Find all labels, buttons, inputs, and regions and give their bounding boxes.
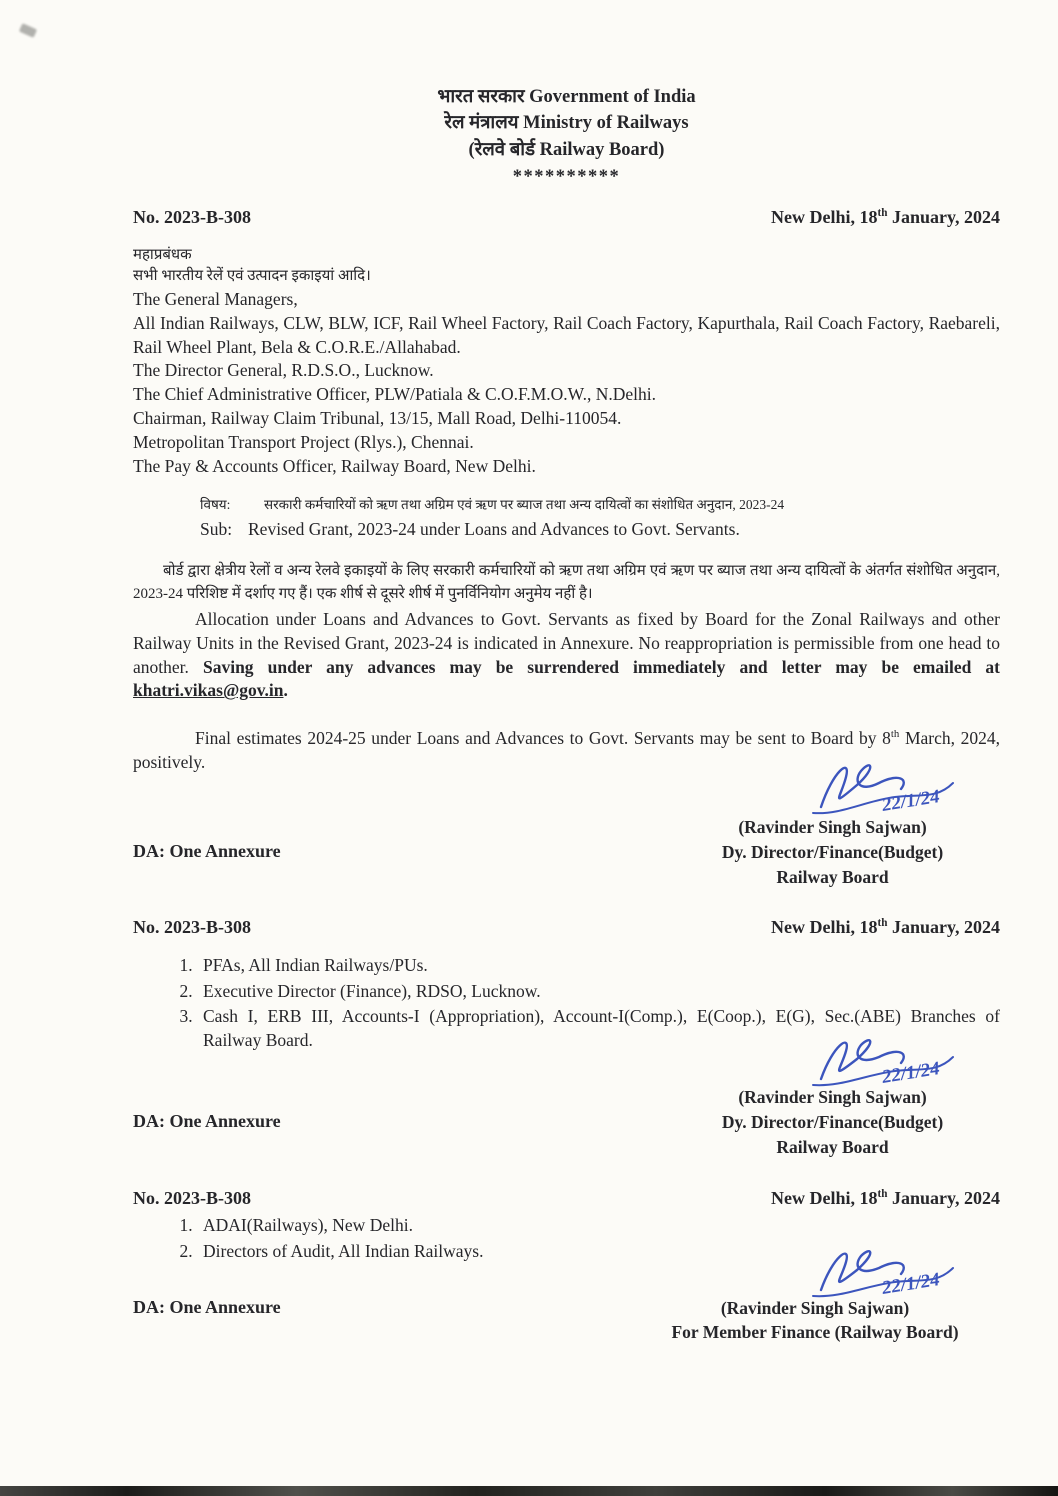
handwritten-signature-icon bbox=[805, 1033, 990, 1089]
scan-smudge-artifact bbox=[19, 23, 37, 38]
enclosure-note-2: DA: One Annexure bbox=[133, 1111, 281, 1132]
addressee-line: The General Managers, bbox=[133, 289, 298, 310]
paragraph-text: Allocation under Loans and Advances to Govt. Servants as fixed by Board for the Zonal Railways and other Railway Units in the Revised Grant, 2023-24 is indicated in Annexure. No reappropriation is permissible from one head to another. bbox=[133, 609, 1000, 677]
addressee-hindi-2: सभी भारतीय रेलें एवं उत्पादन इकाइयां आदि। bbox=[133, 268, 371, 285]
place-date-3 bbox=[771, 1186, 1000, 1210]
date-text: New Delhi, 18 bbox=[771, 1187, 878, 1208]
signature-block-1 bbox=[665, 779, 1000, 890]
date-text-cont: January, 2024 bbox=[887, 207, 1000, 228]
signatory-designation: Dy. Director/Finance(Budget) bbox=[721, 1111, 944, 1132]
signature-block-3 bbox=[630, 1268, 1000, 1346]
subject-block bbox=[200, 496, 1000, 541]
bold-instruction-text: Saving under any advances may be surrendered immediately and letter may be emailed at bbox=[202, 656, 1001, 677]
date-text-cont: January, 2024 bbox=[887, 917, 1000, 938]
letter-number-3: No. 2023-B-308 bbox=[133, 1187, 251, 1208]
reference-row-2 bbox=[133, 915, 1000, 939]
letter-number-1: No. 2023-B-308 bbox=[133, 207, 251, 228]
addressee-line: Chairman, Railway Claim Tribunal, 13/15, Mall Road, Delhi-110054. bbox=[133, 408, 622, 429]
reference-row-1 bbox=[133, 205, 1000, 229]
addressee-line: The Pay & Accounts Officer, Railway Board, New Delhi. bbox=[133, 455, 536, 476]
handwritten-signature-icon bbox=[805, 755, 990, 819]
place-date-1 bbox=[771, 205, 1000, 229]
addressee-line: All Indian Railways, CLW, BLW, ICF, Rail Wheel Factory, Rail Coach Factory, Kapurthala, Rail Coach Factory, Raebareli, Rail Wheel Plant, Bela & C.O.R.E./Allahabad. bbox=[133, 312, 1000, 357]
date-ordinal: th bbox=[877, 207, 888, 220]
copy-to-item: 1. ADAI(Railways), New Delhi. bbox=[197, 1214, 1000, 1238]
letterhead-government-line: भारत सरकार Government of India bbox=[437, 87, 696, 107]
signature-area-1 bbox=[133, 779, 1000, 890]
paragraph-text: Final estimates 2024-25 under Loans and Advances to Govt. Servants may be sent to Board by 8 bbox=[195, 728, 891, 749]
paragraph-text: March, 2024, positively. bbox=[133, 728, 1000, 773]
copy-to-item: 2. Executive Director (Finance), RDSO, Lucknow. bbox=[197, 980, 1000, 1004]
signatory-organisation: Railway Board bbox=[776, 1136, 889, 1157]
addressee-line: The Chief Administrative Officer, PLW/Patiala & C.O.F.M.O.W., N.Delhi. bbox=[133, 384, 656, 405]
signatory-name: (Ravinder Singh Sajwan) bbox=[720, 1297, 910, 1318]
signature-date: 22/1/24 bbox=[880, 785, 942, 816]
signatory-designation: Dy. Director/Finance(Budget) bbox=[721, 841, 944, 862]
letterhead-board-line: (रेलवे बोर्ड Railway Board) bbox=[468, 139, 665, 160]
date-ordinal: th bbox=[877, 917, 888, 930]
copy-to-item: 2. Directors of Audit, All Indian Railways. bbox=[197, 1240, 1000, 1264]
handwritten-signature-icon bbox=[805, 1244, 990, 1300]
date-text-cont: January, 2024 bbox=[887, 1187, 1000, 1208]
letterhead bbox=[133, 84, 1000, 190]
enclosure-note-3: DA: One Annexure bbox=[133, 1296, 281, 1317]
date-text: New Delhi, 18 bbox=[771, 207, 878, 228]
subject-hindi-label: विषय: bbox=[200, 497, 231, 513]
signatory-name: (Ravinder Singh Sajwan) bbox=[738, 1087, 927, 1108]
email-address-link[interactable]: khatri.vikas@gov.in bbox=[133, 680, 284, 701]
copy-to-item: 3. Cash I, ERB III, Accounts-I (Appropriation), Account-I(Comp.), E(Coop.), E(G), Sec.(ABE) Branches of Railway Board. bbox=[197, 1005, 1000, 1053]
signature-area-2 bbox=[133, 1057, 1000, 1160]
addressee-block bbox=[133, 245, 1000, 479]
place-date-2 bbox=[771, 915, 1000, 939]
signature-date: 22/1/24 bbox=[880, 1058, 942, 1088]
date-ordinal: th bbox=[877, 1187, 888, 1200]
body-paragraph-1 bbox=[133, 608, 1000, 703]
letter-number-2: No. 2023-B-308 bbox=[133, 917, 251, 938]
signatory-for-member-finance: For Member Finance (Railway Board) bbox=[671, 1322, 959, 1343]
date-text: New Delhi, 18 bbox=[771, 917, 878, 938]
sentence-period: . bbox=[283, 680, 288, 701]
subject-hindi-text: सरकारी कर्मचारियों को ऋण तथा अग्रिम एवं ऋण पर ब्याज तथा अन्य दायित्वों का संशोधित अनुदान, 2023-24 bbox=[264, 497, 785, 513]
subject-hindi bbox=[200, 496, 1000, 514]
reference-row-3 bbox=[133, 1186, 1000, 1210]
copy-to-item: 1. PFAs, All Indian Railways/PUs. bbox=[197, 954, 1000, 978]
subject-english-text: Revised Grant, 2023-24 under Loans and Advances to Govt. Servants. bbox=[248, 518, 740, 539]
enclosure-note-1: DA: One Annexure bbox=[133, 840, 281, 861]
signature-date: 22/1/24 bbox=[880, 1268, 942, 1299]
addressee-line: The Director General, R.D.S.O., Lucknow. bbox=[133, 360, 434, 381]
subject-english-label: Sub: bbox=[200, 518, 233, 539]
addressee-line: Metropolitan Transport Project (Rlys.), Chennai. bbox=[133, 431, 474, 452]
addressee-hindi-1: महाप्रबंधक bbox=[133, 246, 192, 263]
subject-english bbox=[200, 518, 1000, 542]
date-ordinal: th bbox=[890, 728, 900, 741]
signature-block-2 bbox=[665, 1057, 1000, 1160]
letterhead-ministry-line: रेल मंत्रालय Ministry of Railways bbox=[444, 113, 689, 134]
signatory-organisation: Railway Board bbox=[776, 866, 889, 887]
signature-area-3 bbox=[133, 1268, 1000, 1346]
scan-edge-artifact bbox=[0, 1486, 1058, 1496]
body-paragraph-hindi: बोर्ड द्वारा क्षेत्रीय रेलों व अन्य रेलवे इकाइयों के लिए सरकारी कर्मचारियों को ऋण तथा अग्रिम एवं ऋण पर ब्याज तथा अन्य दायित्वों के अंतर्गत संशोधित अनुदान, 2023-24 परिशिष्ट में दर्शाए गए हैं। एक शीर्ष से दूसरे शीर्ष में पुनर्विनियोग अनुमेय नहीं है। bbox=[133, 562, 1000, 602]
signatory-name: (Ravinder Singh Sajwan) bbox=[738, 816, 927, 837]
stars-divider: ********** bbox=[512, 166, 621, 187]
